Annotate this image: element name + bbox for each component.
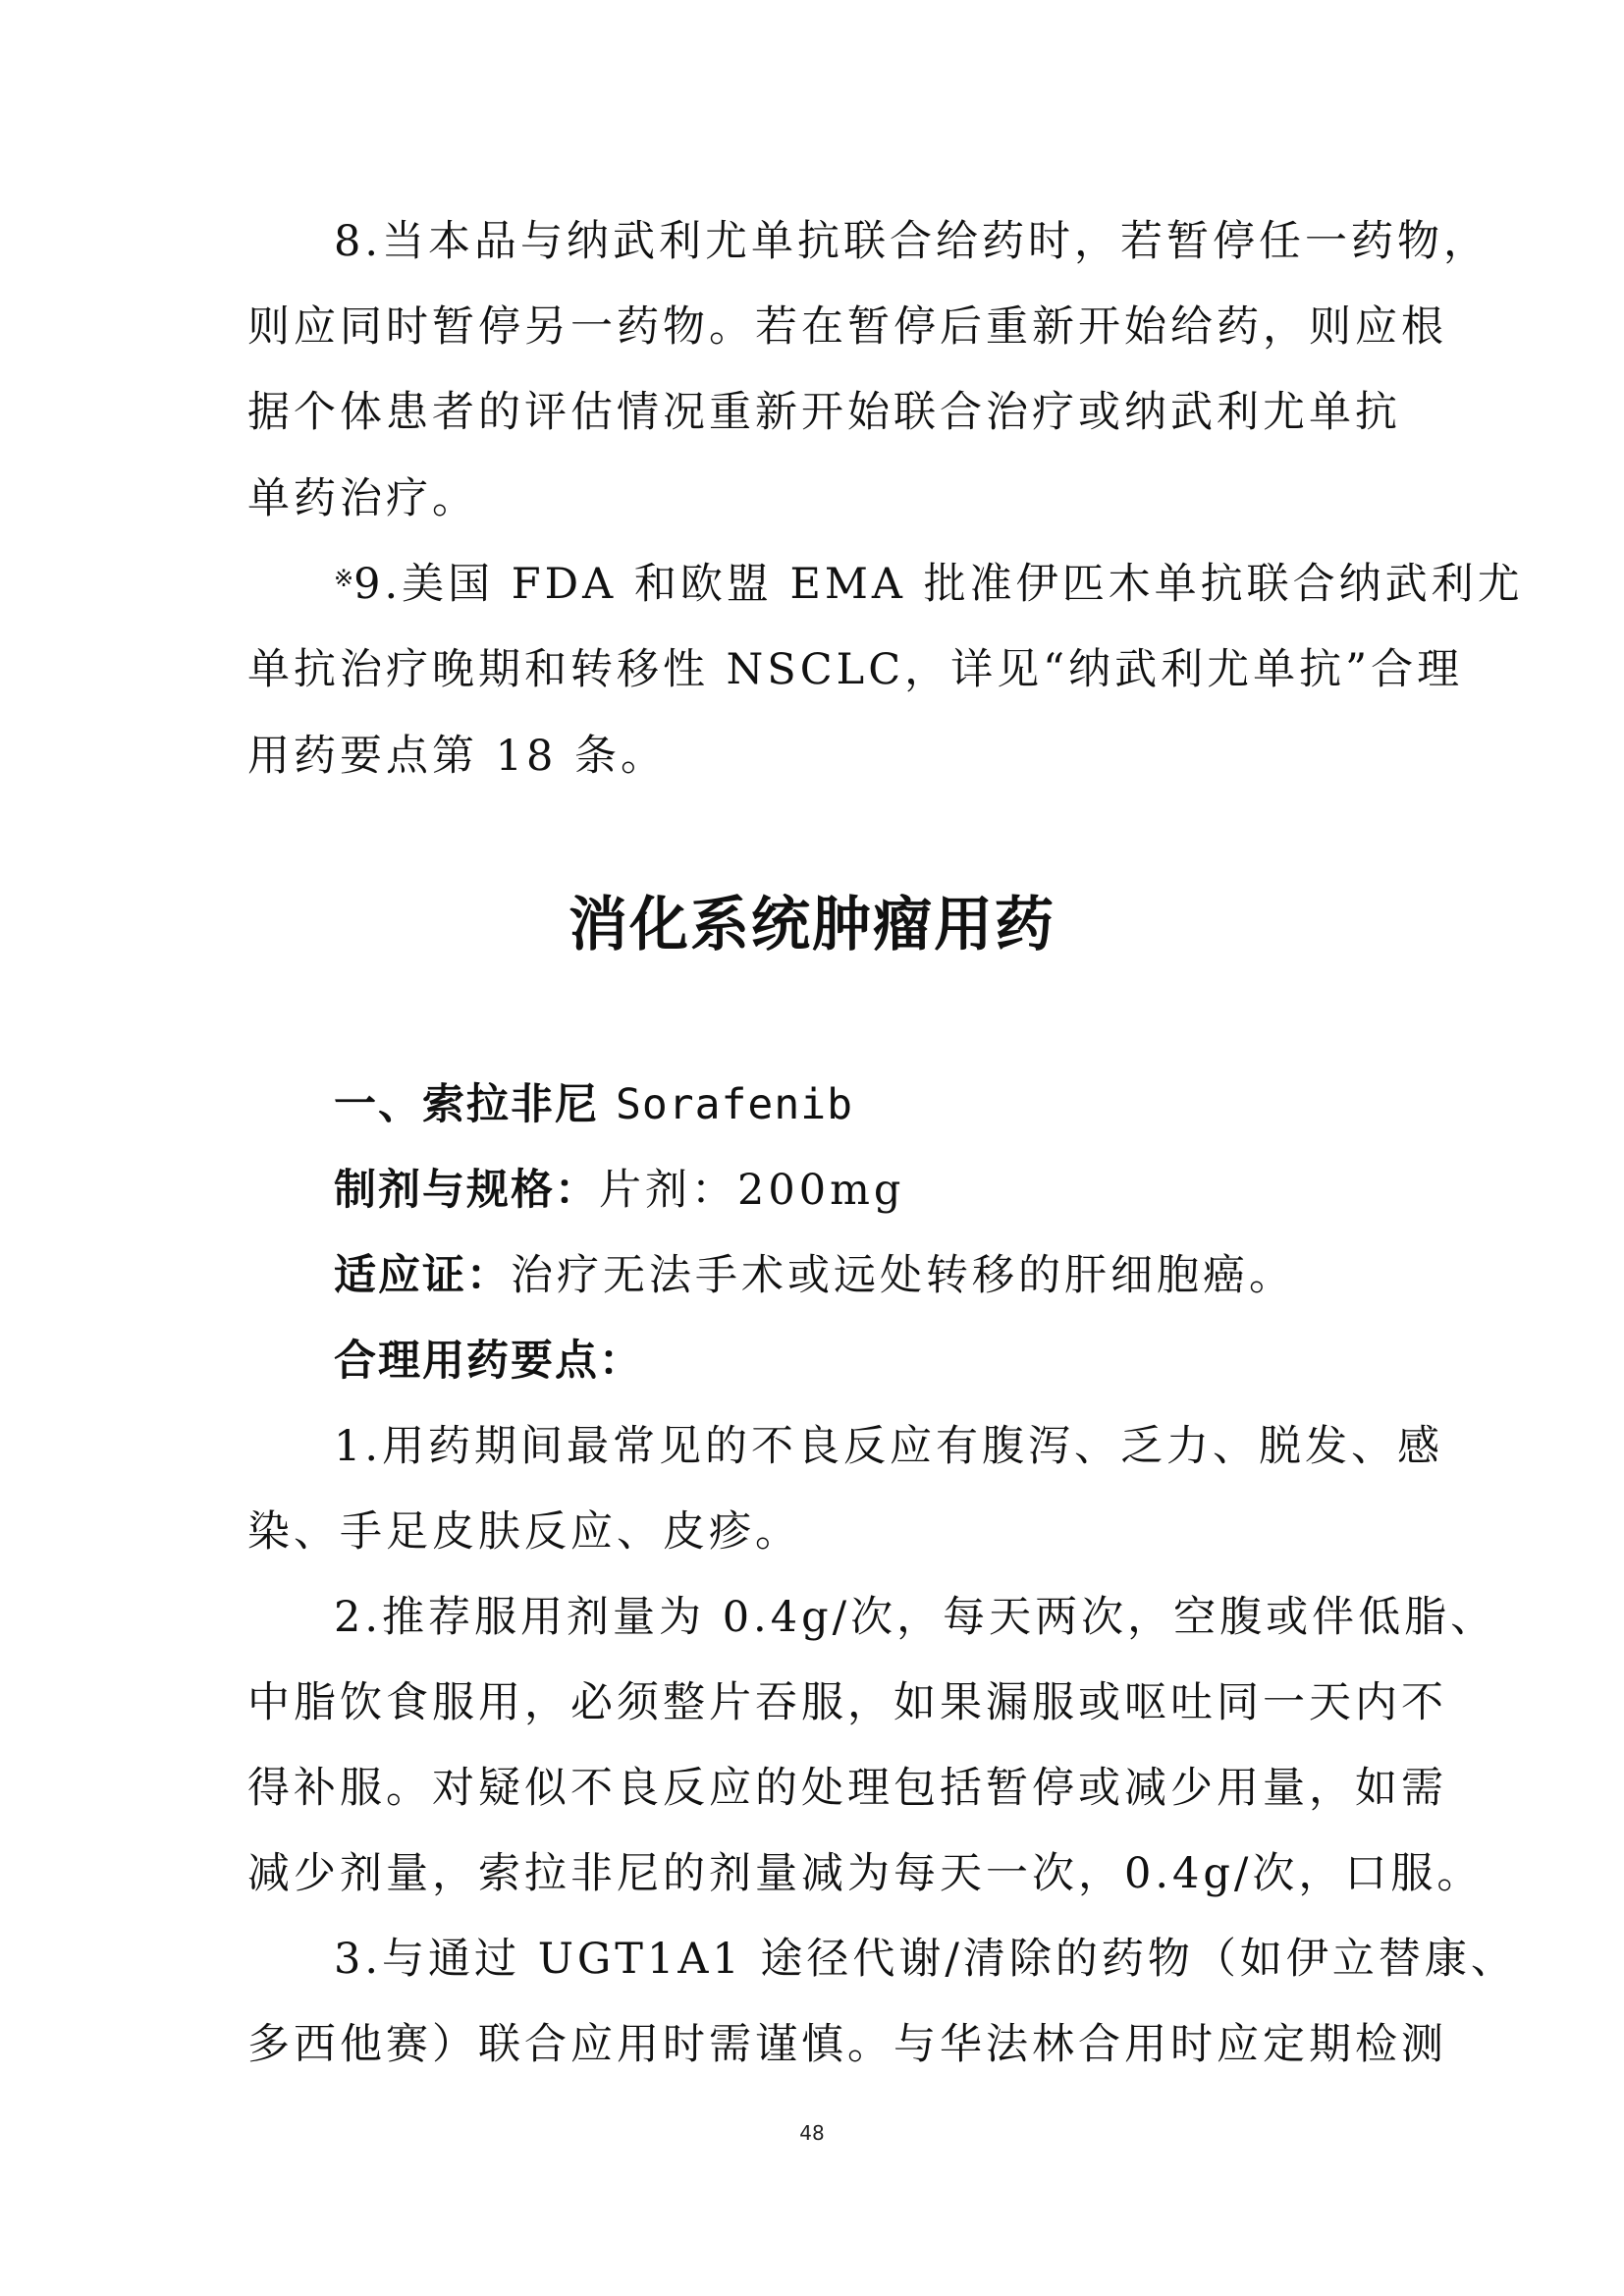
- indication-line: [334, 1246, 1386, 1305]
- point2-line-4: 减少剂量，索拉非尼的剂量减为每天一次，0.4g/次，口服。: [247, 1849, 1484, 1898]
- indication-value: 治疗无法手术或远处转移的肝细胞癌。: [511, 1251, 1295, 1300]
- formulation-value: 片剂：200mg: [599, 1166, 905, 1215]
- point3-line-1: 3.与通过 UGT1A1 途径代谢/清除的药物（如伊立替康、: [334, 1935, 1517, 1984]
- point1-line-1: 1.用药期间最常见的不良反应有腹泻、乏力、脱发、感: [334, 1422, 1444, 1471]
- drug-title: [334, 1075, 1386, 1134]
- point2-line-2: 中脂饮食服用，必须整片吞服，如果漏服或呕吐同一天内不: [247, 1678, 1447, 1727]
- item9-line-1-text: 9.美国 FDA 和欧盟 EMA 批准伊匹木单抗联合纳武利尤: [353, 560, 1524, 609]
- item9-line-2: 单抗治疗晚期和转移性 NSCLC，详见“纳武利尤单抗”合理: [247, 645, 1464, 694]
- page-number: 48: [799, 2121, 825, 2145]
- drug-title-cn: 一、索拉非尼: [334, 1080, 599, 1129]
- note-marker: ※: [334, 565, 354, 592]
- drug-title-en: Sorafenib: [615, 1080, 853, 1129]
- item8-line-1: 8.当本品与纳武利尤单抗联合给药时，若暂停任一药物，: [334, 217, 1490, 266]
- item8-line-2: 则应同时暂停另一药物。若在暂停后重新开始给药，则应根: [247, 302, 1447, 352]
- item9-line-1: [334, 555, 1524, 614]
- point1-line-2: 染、手足皮肤反应、皮疹。: [247, 1507, 801, 1557]
- section-title: 消化系统肿瘤用药: [568, 891, 1056, 959]
- formulation-label: 制剂与规格：: [334, 1166, 599, 1215]
- item8-line-4: 单药治疗。: [247, 474, 478, 523]
- item8-line-3: 据个体患者的评估情况重新开始联合治疗或纳武利尤单抗: [247, 388, 1401, 437]
- indication-label: 适应证：: [334, 1251, 511, 1300]
- point2-line-3: 得补服。对疑似不良反应的处理包括暂停或减少用量，如需: [247, 1764, 1447, 1813]
- item9-line-3: 用药要点第 18 条。: [247, 732, 668, 781]
- formulation-line: [334, 1161, 1386, 1220]
- point3-line-2: 多西他赛）联合应用时需谨慎。与华法林合用时应定期检测: [247, 2020, 1447, 2069]
- points-label: 合理用药要点：: [334, 1337, 643, 1386]
- point2-line-1: 2.推荐服用剂量为 0.4g/次，每天两次，空腹或伴低脂、: [334, 1593, 1497, 1642]
